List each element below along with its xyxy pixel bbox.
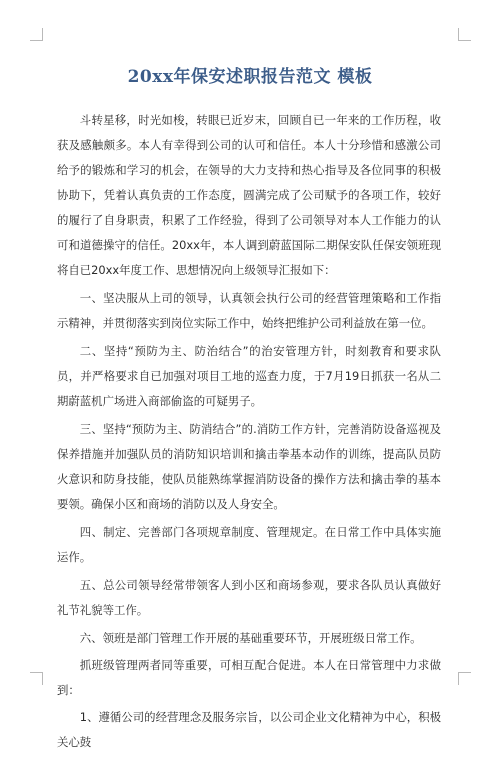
paragraph-class-management: 抓班级管理两者同等重要，可相互配合促进。本人在日常管理中力求做到： (57, 658, 441, 697)
paragraph-item-6: 六、领班是部门管理工作开展的基础重要环节，开展班级日常工作。 (79, 631, 422, 645)
page-corner-mark-top-right (458, 28, 471, 41)
paragraph-item-2: 二、坚持“预防为主、防治结合”的治安管理方针，时刻教育和要求队员，并严格要求自已加强对项目工地的巡查力度，于7月19日抓获一名从二期蔚蓝机广场进入商部偷盗的可疑男子。 (57, 344, 441, 408)
paragraph-intro: 斗转星移，时光如梭，转眼已近岁末，回顾自已一年来的工作历程，收获及感触颇多。本人有幸得到公司的认可和信任。本人十分珍惜和感激公司给予的锻炼和学习的机会，在领导的大力支持和热心指导及各位同事的积极协助下，凭着认真负责的工作态度，圆满完成了公司赋予的各项工作，较好的履行了自身职责，积累了工作经验，得到了公司领导对本人工作能力的认可和道德操守的信任。20xx年，本人调到蔚蓝国际二期保安队任保安领班现将自已20xx年度工作、思想情况向上级领导汇报如下： (57, 113, 441, 277)
paragraph-item-5: 五、总公司领导经常带领客人到小区和商场参观，要求各队员认真做好礼节礼貌等工作。 (57, 578, 441, 617)
page-corner-mark-top-left (30, 28, 43, 41)
page-corner-mark-bottom-right (458, 672, 471, 685)
paragraph-item-1: 一、坚决服从上司的领导，认真领会执行公司的经营管理策略和工作指示精神，并贯彻落实到岗位实际工作中，始终把维护公司利益放在第一位。 (57, 291, 441, 330)
document-body (57, 108, 441, 757)
page-corner-mark-bottom-left (30, 672, 43, 685)
paragraph-item-4: 四、制定、完善部门各项规章制度、管理规定。在日常工作中具体实施运作。 (57, 525, 441, 564)
document-title: 20xx年保安述职报告范文 模板 (127, 67, 373, 87)
paragraph-item-3: 三、坚持“预防为主、防消结合”的.消防工作方针，完善消防设备巡视及保养措施并加强队员的消防知识培训和擒击拳基本动作的训练，提高队员防火意识和防身技能，使队员能熟练掌握消防设备的操作方法和擒击拳的基本要领。确保小区和商场的消防以及人身安全。 (57, 422, 441, 511)
paragraph-point-1: 1、遵循公司的经营理念及服务宗旨，以公司企业文化精神为中心，积极关心鼓 (57, 710, 441, 749)
